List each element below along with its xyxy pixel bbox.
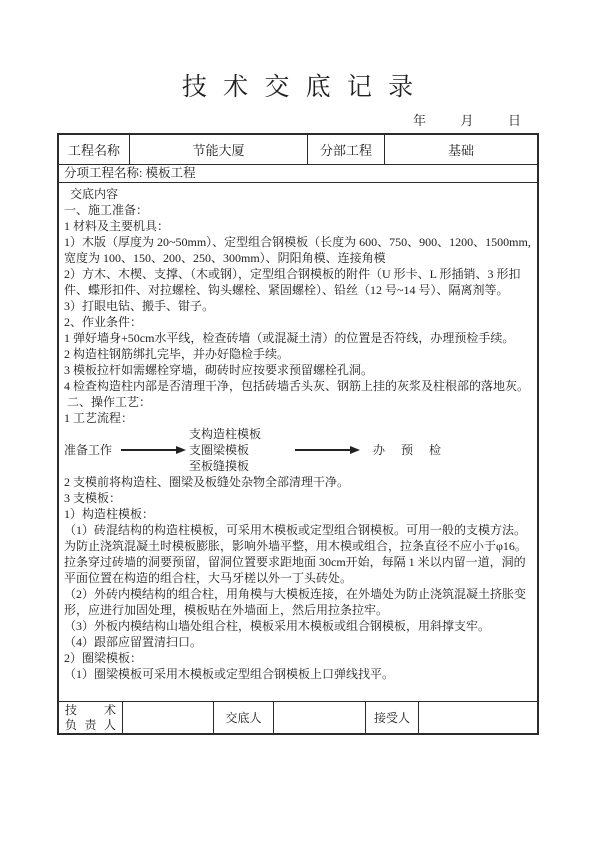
content-line: 形，应进行加固处理，模板贴在外墙面上，然后用拉条拉牢。	[64, 603, 389, 617]
flow-step-label: 至板缝摸板	[189, 459, 250, 473]
receiver-label: 接受人	[366, 702, 419, 733]
content-line: 2 构造柱钢筋绑扎完毕，并办好隐检手续。	[64, 347, 290, 361]
date-day-label: 日	[507, 113, 521, 128]
content-line: 1 弹好墙身+50cm水平线，检查砖墙（或混凝土清）的位置是否符线，办理预检手续。	[64, 331, 515, 345]
division-value: 基础	[447, 143, 474, 158]
content-line: （2）外砖内模结构的组合柱，用角模与大模板连接，在外墙处为防止浇筑混凝土挤胀变	[64, 587, 527, 601]
tech-lead-signature-cell	[123, 702, 214, 733]
content-lines-top	[64, 186, 533, 426]
arrow-right-icon	[121, 449, 177, 451]
content-line: 件、蝶形扣件、对拉螺栓、钩头螺栓、紧固螺栓）、铅丝（12 号~14 号）、隔离剂等。	[64, 283, 509, 297]
flow-start-label: 准备工作	[64, 443, 113, 457]
date-year-label: 年	[413, 113, 427, 128]
content-line: 2 支模前将构造柱、圈梁及板缝处杂物全部清理干净。	[64, 475, 350, 489]
content-line: 二、操作工艺：	[64, 395, 152, 409]
signature-row	[59, 701, 537, 733]
date-month-label: 月	[460, 113, 474, 128]
content-line: 3）打眼电钻、搬手、钳子。	[64, 299, 215, 313]
process-flow-diagram	[64, 426, 533, 474]
content-line: 交底内容	[64, 187, 119, 201]
discloser-label: 交底人	[214, 702, 274, 733]
content-line: 3 模板拉杆如需螺栓穿墙，砌砖时应按要求预留螺栓孔洞。	[64, 363, 374, 377]
content-lines-bottom	[64, 474, 533, 682]
receiver-signature-cell	[419, 702, 537, 733]
project-name-value: 节能大厦	[130, 135, 308, 164]
flow-end-label: 办 预 检	[373, 443, 444, 457]
date-line	[413, 113, 521, 129]
content-line: 3 支模板：	[64, 491, 122, 505]
content-line: 2）方木、木楔、支撑、（木或钢），定型组合钢模板的附件（U 形卡、L 形插销、3 形扣	[64, 267, 521, 281]
division-label: 分部工程	[308, 135, 385, 164]
flow-step-label: 支圈梁模板	[189, 443, 250, 457]
content-line: 2）圈梁模板：	[64, 651, 143, 665]
arrow-right-icon	[295, 449, 351, 451]
subitem-row: 分项工程名称: 模板工程	[59, 164, 537, 182]
project-name-label: 工程名称	[59, 135, 130, 164]
header-row	[59, 135, 537, 164]
content-line: 平面位置在构造的组合柱，大马牙槎以外一丁头砖处。	[64, 571, 353, 585]
content-line: （3）外板内模结构山墙处组合柱，模板采用木模板或组合钢模板，用斜撑支牢。	[64, 619, 491, 633]
disclosure-content-cell	[59, 182, 537, 701]
content-line: 1 材料及主要机具：	[64, 219, 170, 233]
content-line: 4 检查构造柱内部是否清理干净，包括砖墙舌头灰、钢筋上挂的灰浆及柱根部的落地灰。	[64, 379, 530, 393]
tech-lead-label-line1: 技 术	[65, 702, 116, 717]
disclosure-form-table	[57, 133, 539, 735]
discloser-signature-cell	[274, 702, 366, 733]
content-line: 拉条穿过砖墙的洞要预留，留洞位置要求距地面 30cm开始，每隔 1 米以内留一道，洞的	[64, 555, 526, 569]
content-line: （1）砖混结构的构造柱模板，可采用木模板或定型组合钢模板。可用一般的支模方法。	[64, 523, 527, 537]
content-line: （4）跟部应留置清扫口。	[64, 635, 203, 649]
content-line: 宽度为 100、150、200、250、300mm）、阴阳角模、连接角模	[64, 251, 386, 265]
content-line: 一、施工准备：	[64, 203, 149, 217]
content-line: 1）构造柱模板：	[64, 507, 155, 521]
page-title: 技 术 交 底 记 录	[181, 74, 419, 101]
content-line: 2、作业条件：	[64, 315, 143, 329]
content-line: 1）木版（厚度为 20~50mm）、定型组合钢模板（长度为 600、750、900、1200、1500mm,	[64, 235, 531, 249]
tech-lead-label-line2: 负 责 人	[65, 717, 116, 732]
content-line: 为防止浇筑混凝土时模板膨胀，影响外墙平整，用木模或组合，拉条直径不应小于φ16。	[64, 539, 527, 553]
content-line: （1）圈梁模板可采用木模板或定型组合钢模板上口弹线找平。	[64, 667, 395, 681]
flow-step-label: 支构造柱模板	[189, 427, 262, 441]
flow-middle-steps	[189, 426, 261, 474]
tech-lead-label	[59, 702, 123, 733]
content-line: 1 工艺流程：	[64, 411, 134, 425]
